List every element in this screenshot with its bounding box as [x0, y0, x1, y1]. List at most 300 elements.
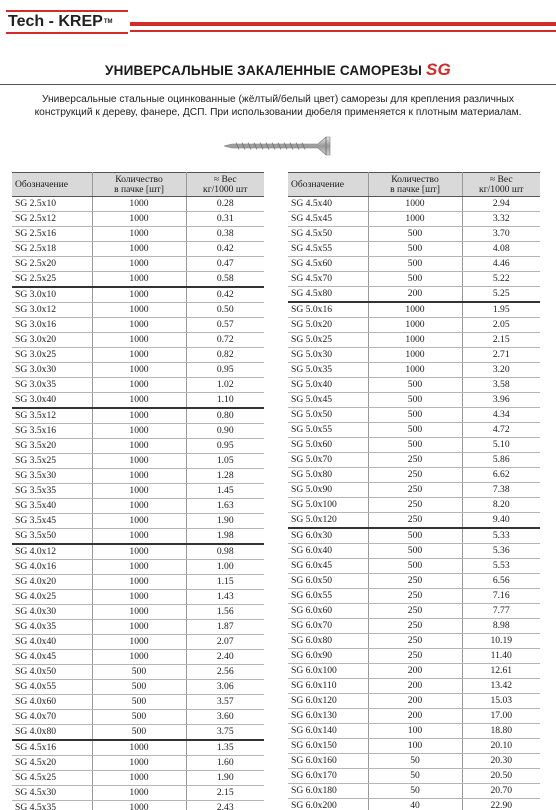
cell-designation: SG 3.5x12 — [12, 408, 92, 424]
table-row — [288, 589, 540, 604]
cell-quantity: 250 — [368, 649, 462, 664]
cell-designation: SG 2.5x12 — [12, 212, 92, 227]
cell-designation: SG 3.5x25 — [12, 454, 92, 469]
cell-designation: SG 5.0x100 — [288, 498, 368, 513]
cell-weight: 7.38 — [462, 483, 540, 498]
cell-weight: 0.47 — [186, 257, 264, 272]
cell-weight: 1.00 — [186, 560, 264, 575]
cell-weight: 22.90 — [462, 799, 540, 810]
table-row — [288, 393, 540, 408]
cell-weight: 0.95 — [186, 363, 264, 378]
cell-quantity: 1000 — [92, 469, 186, 484]
cell-quantity: 200 — [368, 679, 462, 694]
cell-weight: 2.71 — [462, 348, 540, 363]
cell-quantity: 1000 — [92, 560, 186, 575]
table-row — [12, 439, 264, 454]
cell-weight: 1.98 — [186, 529, 264, 545]
table-row — [12, 650, 264, 665]
cell-quantity: 500 — [368, 408, 462, 423]
cell-weight: 3.70 — [462, 227, 540, 242]
cell-quantity: 1000 — [92, 514, 186, 529]
cell-quantity: 500 — [368, 378, 462, 393]
cell-quantity: 200 — [368, 694, 462, 709]
table-row — [288, 679, 540, 694]
cell-quantity: 1000 — [92, 454, 186, 469]
cell-designation: SG 6.0x45 — [288, 559, 368, 574]
cell-designation: SG 6.0x50 — [288, 574, 368, 589]
cell-weight: 5.53 — [462, 559, 540, 574]
table-header-row — [12, 173, 264, 197]
cell-quantity: 1000 — [92, 363, 186, 378]
cell-weight: 1.05 — [186, 454, 264, 469]
cell-designation: SG 5.0x35 — [288, 363, 368, 378]
header-bar — [0, 0, 556, 44]
table-row — [12, 680, 264, 695]
col-header-weight — [462, 173, 540, 197]
cell-quantity: 1000 — [92, 544, 186, 560]
cell-designation: SG 3.5x40 — [12, 499, 92, 514]
cell-weight: 2.07 — [186, 635, 264, 650]
table-row — [288, 664, 540, 679]
table-row — [12, 333, 264, 348]
cell-quantity: 1000 — [92, 333, 186, 348]
cell-weight: 2.05 — [462, 318, 540, 333]
cell-designation: SG 3.0x30 — [12, 363, 92, 378]
cell-quantity: 1000 — [368, 363, 462, 378]
table-row — [12, 695, 264, 710]
table-header-row — [288, 173, 540, 197]
cell-quantity: 1000 — [92, 424, 186, 439]
cell-weight: 1.63 — [186, 499, 264, 514]
col-header-quantity-line-2: в пачке [шт] — [114, 183, 164, 195]
cell-weight: 3.58 — [462, 378, 540, 393]
cell-designation: SG 2.5x10 — [12, 197, 92, 212]
cell-quantity: 1000 — [92, 756, 186, 771]
cell-designation: SG 3.0x12 — [12, 303, 92, 318]
cell-weight: 4.08 — [462, 242, 540, 257]
cell-designation: SG 6.0x60 — [288, 604, 368, 619]
cell-quantity: 250 — [368, 513, 462, 529]
cell-designation: SG 5.0x25 — [288, 333, 368, 348]
table-row — [12, 665, 264, 680]
col-header-designation: Обозначение — [12, 173, 92, 197]
table-row — [288, 227, 540, 242]
cell-designation: SG 4.0x80 — [12, 725, 92, 741]
cell-weight: 5.10 — [462, 438, 540, 453]
cell-designation: SG 4.5x55 — [288, 242, 368, 257]
cell-quantity: 1000 — [92, 272, 186, 288]
cell-quantity: 1000 — [92, 212, 186, 227]
cell-designation: SG 5.0x70 — [288, 453, 368, 468]
table-row — [288, 378, 540, 393]
cell-quantity: 50 — [368, 754, 462, 769]
col-header-weight — [186, 173, 264, 197]
table-row — [288, 468, 540, 483]
right-spec-table — [288, 172, 540, 810]
cell-designation: SG 4.5x30 — [12, 786, 92, 801]
table-row — [288, 634, 540, 649]
cell-designation: SG 4.5x20 — [12, 756, 92, 771]
table-row — [12, 544, 264, 560]
cell-quantity: 1000 — [92, 348, 186, 363]
cell-quantity: 500 — [368, 393, 462, 408]
cell-designation: SG 5.0x30 — [288, 348, 368, 363]
cell-weight: 3.06 — [186, 680, 264, 695]
cell-designation: SG 6.0x200 — [288, 799, 368, 810]
cell-designation: SG 5.0x60 — [288, 438, 368, 453]
cell-weight: 20.10 — [462, 739, 540, 754]
col-header-quantity-line-2: в пачке [шт] — [390, 183, 440, 195]
cell-quantity: 1000 — [92, 408, 186, 424]
cell-weight: 10.19 — [462, 634, 540, 649]
table-row — [12, 257, 264, 272]
cell-designation: SG 6.0x140 — [288, 724, 368, 739]
cell-weight: 9.40 — [462, 513, 540, 529]
table-row — [288, 528, 540, 544]
cell-quantity: 1000 — [92, 197, 186, 212]
table-row — [288, 257, 540, 272]
cell-quantity: 1000 — [92, 439, 186, 454]
cell-quantity: 1000 — [92, 303, 186, 318]
cell-weight: 0.90 — [186, 424, 264, 439]
table-row — [12, 529, 264, 545]
cell-quantity: 40 — [368, 799, 462, 810]
cell-designation: SG 5.0x120 — [288, 513, 368, 529]
cell-designation: SG 4.5x60 — [288, 257, 368, 272]
cell-designation: SG 4.0x45 — [12, 650, 92, 665]
table-row — [12, 272, 264, 288]
cell-weight: 1.56 — [186, 605, 264, 620]
cell-weight: 3.60 — [186, 710, 264, 725]
cell-weight: 2.56 — [186, 665, 264, 680]
table-row — [288, 438, 540, 453]
page-title-main: УНИВЕРСАЛЬНЫЕ ЗАКАЛЕННЫЕ САМОРЕЗЫ — [105, 63, 423, 78]
brand-logo — [6, 10, 128, 34]
cell-designation: SG 5.0x90 — [288, 483, 368, 498]
table-row — [288, 559, 540, 574]
table-row — [288, 709, 540, 724]
cell-weight: 1.10 — [186, 393, 264, 409]
cell-weight: 0.31 — [186, 212, 264, 227]
cell-quantity: 200 — [368, 664, 462, 679]
table-row — [12, 725, 264, 741]
cell-weight: 0.42 — [186, 242, 264, 257]
cell-weight: 1.90 — [186, 514, 264, 529]
cell-weight: 3.57 — [186, 695, 264, 710]
table-row — [12, 424, 264, 439]
cell-weight: 0.82 — [186, 348, 264, 363]
table-row — [12, 605, 264, 620]
cell-designation: SG 4.5x45 — [288, 212, 368, 227]
cell-weight: 0.80 — [186, 408, 264, 424]
col-header-designation: Обозначение — [288, 173, 368, 197]
cell-quantity: 1000 — [92, 620, 186, 635]
col-header-weight-line-2: кг/1000 шт — [479, 183, 524, 195]
header-accent-line-thin — [130, 30, 556, 32]
cell-designation: SG 6.0x55 — [288, 589, 368, 604]
cell-quantity: 1000 — [92, 257, 186, 272]
table-row — [288, 197, 540, 212]
cell-weight: 2.40 — [186, 650, 264, 665]
cell-weight: 2.15 — [186, 786, 264, 801]
cell-quantity: 500 — [368, 257, 462, 272]
table-row — [12, 786, 264, 801]
cell-quantity: 1000 — [368, 348, 462, 363]
cell-designation: SG 3.0x20 — [12, 333, 92, 348]
cell-weight: 5.25 — [462, 287, 540, 303]
cell-weight: 0.98 — [186, 544, 264, 560]
table-row — [12, 212, 264, 227]
col-header-weight-line-1: ≈ Вес — [489, 173, 513, 185]
table-row — [288, 287, 540, 303]
cell-designation: SG 3.0x40 — [12, 393, 92, 409]
table-row — [288, 754, 540, 769]
table-row — [288, 272, 540, 287]
cell-quantity: 1000 — [368, 333, 462, 348]
cell-weight: 8.20 — [462, 498, 540, 513]
cell-weight: 13.42 — [462, 679, 540, 694]
cell-designation: SG 4.0x70 — [12, 710, 92, 725]
cell-weight: 5.36 — [462, 544, 540, 559]
table-row — [12, 590, 264, 605]
table-row — [12, 348, 264, 363]
cell-designation: SG 4.0x35 — [12, 620, 92, 635]
table-row — [12, 756, 264, 771]
cell-weight: 2.43 — [186, 801, 264, 810]
table-row — [12, 378, 264, 393]
cell-quantity: 500 — [368, 438, 462, 453]
cell-weight: 0.72 — [186, 333, 264, 348]
cell-weight: 4.34 — [462, 408, 540, 423]
table-row — [288, 769, 540, 784]
cell-designation: SG 2.5x25 — [12, 272, 92, 288]
col-header-weight-line-1: ≈ Вес — [213, 173, 237, 185]
cell-quantity: 250 — [368, 634, 462, 649]
cell-designation: SG 4.5x40 — [288, 197, 368, 212]
cell-weight: 2.15 — [462, 333, 540, 348]
cell-weight: 0.28 — [186, 197, 264, 212]
cell-quantity: 50 — [368, 769, 462, 784]
table-row — [12, 197, 264, 212]
cell-designation: SG 4.0x20 — [12, 575, 92, 590]
cell-quantity: 1000 — [92, 378, 186, 393]
cell-designation: SG 3.5x30 — [12, 469, 92, 484]
cell-weight: 4.72 — [462, 423, 540, 438]
cell-designation: SG 4.5x50 — [288, 227, 368, 242]
table-row — [12, 287, 264, 303]
cell-weight: 5.22 — [462, 272, 540, 287]
cell-weight: 7.16 — [462, 589, 540, 604]
cell-designation: SG 6.0x110 — [288, 679, 368, 694]
table-row — [12, 620, 264, 635]
cell-quantity: 1000 — [92, 605, 186, 620]
cell-designation: SG 4.0x12 — [12, 544, 92, 560]
cell-quantity: 250 — [368, 483, 462, 498]
cell-quantity: 1000 — [92, 484, 186, 499]
table-row — [288, 619, 540, 634]
table-row — [12, 393, 264, 409]
cell-designation: SG 6.0x120 — [288, 694, 368, 709]
cell-designation: SG 6.0x180 — [288, 784, 368, 799]
cell-designation: SG 4.5x35 — [12, 801, 92, 810]
table-row — [12, 499, 264, 514]
cell-quantity: 250 — [368, 619, 462, 634]
table-row — [12, 710, 264, 725]
cell-designation: SG 3.5x50 — [12, 529, 92, 545]
cell-designation: SG 4.0x60 — [12, 695, 92, 710]
cell-quantity: 1000 — [92, 393, 186, 409]
cell-weight: 1.87 — [186, 620, 264, 635]
table-row — [288, 498, 540, 513]
table-row — [12, 740, 264, 756]
cell-weight: 20.50 — [462, 769, 540, 784]
cell-designation: SG 4.5x80 — [288, 287, 368, 303]
cell-quantity: 1000 — [92, 635, 186, 650]
table-row — [288, 513, 540, 529]
cell-quantity: 500 — [368, 272, 462, 287]
cell-weight: 1.35 — [186, 740, 264, 756]
cell-quantity: 1000 — [92, 318, 186, 333]
table-row — [12, 469, 264, 484]
brand-name: Tech - KREP — [8, 13, 103, 30]
cell-quantity: 250 — [368, 498, 462, 513]
table-row — [12, 801, 264, 810]
description-line-2: конструкций к дереву, фанере, ДСП. При использовании дюбеля применяется к плотным материалам. — [34, 107, 522, 118]
cell-weight: 1.28 — [186, 469, 264, 484]
cell-designation: SG 4.5x25 — [12, 771, 92, 786]
cell-designation: SG 6.0x80 — [288, 634, 368, 649]
cell-designation: SG 6.0x40 — [288, 544, 368, 559]
cell-weight: 0.58 — [186, 272, 264, 288]
table-row — [288, 483, 540, 498]
cell-designation: SG 3.5x45 — [12, 514, 92, 529]
cell-designation: SG 3.0x35 — [12, 378, 92, 393]
table-row — [12, 303, 264, 318]
cell-quantity: 500 — [92, 695, 186, 710]
cell-designation: SG 4.0x50 — [12, 665, 92, 680]
cell-designation: SG 5.0x20 — [288, 318, 368, 333]
cell-quantity: 500 — [368, 227, 462, 242]
cell-designation: SG 4.5x16 — [12, 740, 92, 756]
cell-quantity: 500 — [92, 710, 186, 725]
right-table-body — [288, 197, 540, 810]
cell-designation: SG 6.0x150 — [288, 739, 368, 754]
table-row — [288, 784, 540, 799]
cell-designation: SG 6.0x90 — [288, 649, 368, 664]
cell-designation: SG 2.5x18 — [12, 242, 92, 257]
cell-quantity: 100 — [368, 724, 462, 739]
cell-designation: SG 4.0x40 — [12, 635, 92, 650]
product-description — [8, 93, 548, 119]
cell-weight: 3.32 — [462, 212, 540, 227]
table-row — [12, 318, 264, 333]
cell-designation: SG 6.0x160 — [288, 754, 368, 769]
table-row — [12, 771, 264, 786]
cell-quantity: 200 — [368, 287, 462, 303]
cell-designation: SG 4.0x25 — [12, 590, 92, 605]
cell-quantity: 1000 — [92, 242, 186, 257]
cell-weight: 1.15 — [186, 575, 264, 590]
cell-quantity: 500 — [368, 242, 462, 257]
cell-designation: SG 5.0x40 — [288, 378, 368, 393]
table-row — [288, 318, 540, 333]
col-header-quantity — [368, 173, 462, 197]
cell-weight: 4.46 — [462, 257, 540, 272]
table-row — [12, 227, 264, 242]
cell-quantity: 100 — [368, 739, 462, 754]
cell-designation: SG 6.0x130 — [288, 709, 368, 724]
cell-quantity: 500 — [92, 665, 186, 680]
cell-quantity: 1000 — [92, 801, 186, 810]
cell-weight: 1.95 — [462, 302, 540, 318]
cell-quantity: 250 — [368, 604, 462, 619]
cell-quantity: 500 — [368, 423, 462, 438]
table-row — [288, 453, 540, 468]
left-spec-table — [12, 172, 264, 810]
cell-weight: 0.57 — [186, 318, 264, 333]
col-header-quantity — [92, 173, 186, 197]
table-row — [288, 333, 540, 348]
col-header-quantity-line-1: Количество — [391, 173, 439, 185]
cell-weight: 6.56 — [462, 574, 540, 589]
cell-quantity: 1000 — [92, 740, 186, 756]
cell-weight: 0.42 — [186, 287, 264, 303]
cell-quantity: 1000 — [92, 771, 186, 786]
cell-designation: SG 3.5x16 — [12, 424, 92, 439]
cell-designation: SG 3.5x20 — [12, 439, 92, 454]
table-row — [12, 408, 264, 424]
cell-quantity: 500 — [368, 528, 462, 544]
cell-weight: 0.38 — [186, 227, 264, 242]
cell-quantity: 200 — [368, 709, 462, 724]
cell-designation: SG 4.0x55 — [12, 680, 92, 695]
cell-weight: 6.62 — [462, 468, 540, 483]
table-row — [288, 574, 540, 589]
left-table-body — [12, 197, 264, 810]
col-header-quantity-line-1: Количество — [115, 173, 163, 185]
description-line-1: Универсальные стальные оцинкованные (жёлтый/белый цвет) саморезы для крепления различных — [42, 94, 514, 105]
cell-quantity: 1000 — [92, 227, 186, 242]
cell-designation: SG 4.0x30 — [12, 605, 92, 620]
cell-designation: SG 3.0x16 — [12, 318, 92, 333]
table-row — [12, 575, 264, 590]
title-divider — [0, 84, 556, 85]
cell-quantity: 500 — [368, 559, 462, 574]
cell-designation: SG 3.0x10 — [12, 287, 92, 303]
cell-designation: SG 5.0x55 — [288, 423, 368, 438]
cell-quantity: 1000 — [92, 650, 186, 665]
table-row — [288, 302, 540, 318]
cell-designation: SG 3.5x35 — [12, 484, 92, 499]
table-row — [288, 348, 540, 363]
cell-quantity: 1000 — [92, 590, 186, 605]
cell-designation: SG 4.5x70 — [288, 272, 368, 287]
cell-quantity: 1000 — [92, 529, 186, 545]
table-row — [288, 739, 540, 754]
table-row — [288, 242, 540, 257]
cell-weight: 2.94 — [462, 197, 540, 212]
cell-quantity: 1000 — [92, 786, 186, 801]
table-row — [288, 724, 540, 739]
cell-quantity: 1000 — [368, 197, 462, 212]
cell-weight: 18.80 — [462, 724, 540, 739]
table-row — [288, 212, 540, 227]
cell-quantity: 500 — [368, 544, 462, 559]
cell-weight: 1.60 — [186, 756, 264, 771]
cell-designation: SG 5.0x80 — [288, 468, 368, 483]
cell-quantity: 500 — [92, 725, 186, 741]
cell-weight: 15.03 — [462, 694, 540, 709]
